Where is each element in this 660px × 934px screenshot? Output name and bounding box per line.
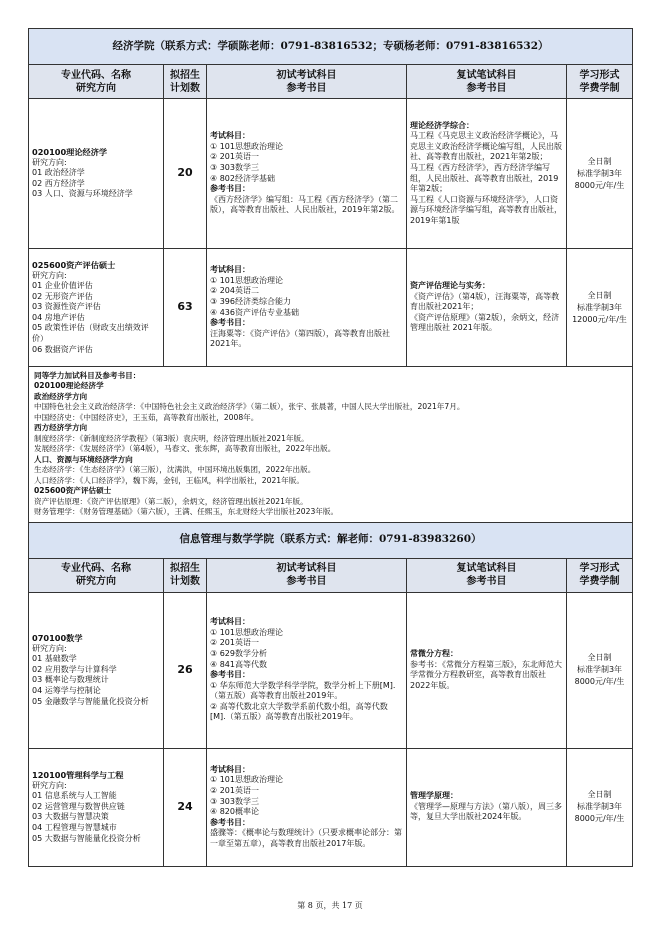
col-header-major: 专业代码、名称 研究方向 bbox=[29, 558, 164, 592]
mode-cell: 全日制 标准学制3年 8000元/年/生 bbox=[567, 592, 633, 748]
mode-cell: 全日制 标准学制3年 8000元/年/生 bbox=[567, 748, 633, 866]
retest-cell: 资产评估理论与实务： 《资产评估》（第4版），汪海粟等，高等教育出版社2021年； 《资产评估原理》（第2版），余炳文，经济管理出版社 2021年版。 bbox=[407, 249, 567, 367]
major-cell: 025600资产评估硕士 研究方向: 01 企业价值评估 02 无形资产评估 03 资源性资产评估 04 房地产评估 05 政策性评估（财政支出绩效评价） 06 数据资产评估 bbox=[29, 249, 164, 367]
retest-cell: 常微分方程： 参考书：《常微分方程第三版》，东北师范大学常微分方程教研室，高等教育出版社2022年版。 bbox=[407, 592, 567, 748]
table-row bbox=[29, 592, 633, 748]
col-header-exam: 初试考试科目 参考书目 bbox=[207, 65, 407, 99]
exam-cell: 考试科目： ① 101思想政治理论 ② 201英语一 ③ 303数学三 ④ 802经济学基础 参考书目： 《西方经济学》编写组：马工程《西方经济学》（第二版），高等教育出版社、人民出版社，2019年第2版。 bbox=[207, 99, 407, 249]
admissions-table bbox=[28, 28, 633, 867]
page-footer: 第 8 页，共 17 页 bbox=[297, 901, 363, 910]
column-header-row bbox=[29, 65, 633, 99]
admissions-table-sheet bbox=[28, 28, 632, 867]
col-header-retest: 复试笔试科目 参考书目 bbox=[407, 65, 567, 99]
table-row bbox=[29, 748, 633, 866]
mode-cell: 全日制 标准学制3年 12000元/年/生 bbox=[567, 249, 633, 367]
retest-cell: 管理学原理： 《管理学—原理与方法》（第八版），周三多等，复旦大学出版社2024年版。 bbox=[407, 748, 567, 866]
major-cell: 020100理论经济学 研究方向: 01 政治经济学 02 西方经济学 03 人口、资源与环境经济学 bbox=[29, 99, 164, 249]
table-row bbox=[29, 249, 633, 367]
mode-cell: 全日制 标准学制3年 8000元/年/生 bbox=[567, 99, 633, 249]
major-cell: 120100管理科学与工程 研究方向: 01 信息系统与人工智能 02 运营管理与数智供应链 03 大数据与智慧决策 04 工程管理与智慧城市 05 大数据与智能量化投资分析 bbox=[29, 748, 164, 866]
table-row bbox=[29, 99, 633, 249]
additional-row bbox=[29, 367, 633, 523]
college-title: 经济学院（联系方式：学硕陈老师：0791-83816532；专硕杨老师：0791-83816532） bbox=[29, 29, 633, 65]
quota-cell: 63 bbox=[164, 249, 207, 367]
quota-cell: 26 bbox=[164, 592, 207, 748]
college-header-row bbox=[29, 522, 633, 558]
college-title: 信息管理与数学学院（联系方式：解老师：0791-83983260） bbox=[29, 522, 633, 558]
col-header-retest: 复试笔试科目 参考书目 bbox=[407, 558, 567, 592]
exam-cell: 考试科目： ① 101思想政治理论 ② 201英语一 ③ 629数学分析 ④ 841高等代数 参考书目： ① 华东师范大学数学科学学院，数学分析上下册[M].（第五版）高等教育出版社2019年。 ② 高等代数北京大学数学系前代数小组，高等代数[M].（第五版）高等教育出版社2019年。 bbox=[207, 592, 407, 748]
exam-cell: 考试科目： ① 101思想政治理论 ② 204英语二 ③ 396经济类综合能力 ④ 436资产评估专业基础 参考书目： 汪海粟等：《资产评估》（第四版），高等教育出版社2021年。 bbox=[207, 249, 407, 367]
exam-cell: 考试科目： ① 101思想政治理论 ② 201英语一 ③ 303数学三 ④ 820概率论 参考书目： 盛骤等：《概率论与数理统计》（只要求概率论部分：第一章至第五章），高等教育出版社2017年版。 bbox=[207, 748, 407, 866]
col-header-major: 专业代码、名称 研究方向 bbox=[29, 65, 164, 99]
column-header-row bbox=[29, 558, 633, 592]
col-header-quota: 拟招生 计划数 bbox=[164, 558, 207, 592]
col-header-quota: 拟招生 计划数 bbox=[164, 65, 207, 99]
additional-subjects-cell: 同等学力加试科目及参考书目： 020100理论经济学 政治经济学方向 中国特色社会主义政治经济学：《中国特色社会主义政治经济学》（第二版），张宇、张晨著，中国人民大学出版社，2021年7月。 中国经济史：《中国经济史》，王玉茹，高等教育出版社，2008年。 西方经济学方向 制度经济学：《新制度经济学教程》（第3版）袁庆明，经济管理出版社2021年版。 发展经济学：《发展经济学》（第4版），马春文、张东辉，高等教育出版社，2022年出版。 人口、资源与环境经济学方向 生态经济学：《生态经济学》（第三版），沈满洪，中国环境出版集团，2022年出版。 人口经济学：《人口经济学》，魏下海，金钊，王临风，科学出版社，2021年版。 025600资产评估硕士 资产评估原理：《资产评估原理》（第二版），余炳文，经济管理出版社2021年版。 财务管理学：《财务管理基础》（第六版），王满、任熙玉，东北财经大学出版社2023年版。 bbox=[29, 367, 633, 523]
major-cell: 070100数学 研究方向: 01 基础数学 02 应用数学与计算科学 03 概率论与数理统计 04 运筹学与控制论 05 金融数学与智能量化投资分析 bbox=[29, 592, 164, 748]
college-header-row bbox=[29, 29, 633, 65]
col-header-exam: 初试考试科目 参考书目 bbox=[207, 558, 407, 592]
retest-cell: 理论经济学综合： 马工程《马克思主义政治经济学概论》，马克思主义政治经济学概论编写组，人民出版社、高等教育出版社，2021年第2版； 马工程《西方经济学》，西方经济学编写组，人民出版社、高等教育出版社，2019年第2版； 马工程《人口资源与环境经济学》，人口资源与环境经济学编写组，高等教育出版社，2019年第1版 bbox=[407, 99, 567, 249]
col-header-mode: 学习形式 学费学制 bbox=[567, 558, 633, 592]
quota-cell: 24 bbox=[164, 748, 207, 866]
col-header-mode: 学习形式 学费学制 bbox=[567, 65, 633, 99]
quota-cell: 20 bbox=[164, 99, 207, 249]
